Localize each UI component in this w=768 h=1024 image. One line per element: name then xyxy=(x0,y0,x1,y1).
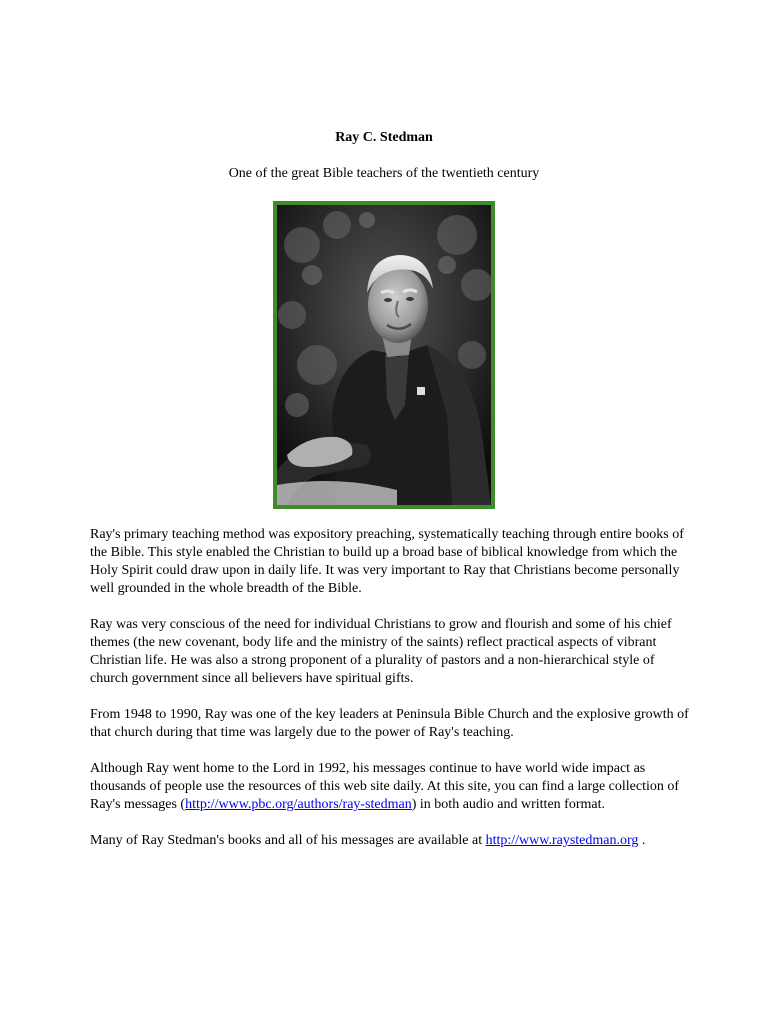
raystedman-org-link[interactable]: http://www.raystedman.org xyxy=(485,833,639,848)
page-title: Ray C. Stedman xyxy=(335,130,433,145)
paragraph-books xyxy=(90,832,690,850)
paragraph-messages xyxy=(90,760,690,814)
paragraph-chief-themes: Ray was very conscious of the need for individual Christians to grow and flourish and some of his chief themes (the new covenant, body life and the ministry of the saints) reflect practical aspects of vibrant Christian life. He was also a strong proponent of a plurality of pastors and a non-hierarchical style of church government since all believers have spiritual gifts. xyxy=(90,617,672,686)
paragraph-peninsula-bible-church: From 1948 to 1990, Ray was one of the key leaders at Peninsula Bible Church and the explosive growth of that church during that time was largely due to the power of Ray's teaching. xyxy=(90,707,689,740)
paragraph-books-text-after: . xyxy=(638,833,646,848)
paragraph-messages-text-after: ) in both audio and written format. xyxy=(411,797,605,812)
paragraph-messages-text-before: Although Ray went home to the Lord in 1992, his messages continue to have world wide impact as thousands of people use the resources of this web site daily. At this site, you can find a large collection of Ray's messages ( xyxy=(90,761,680,812)
portrait-photo xyxy=(273,201,495,509)
pbc-ray-stedman-link[interactable]: http://www.pbc.org/authors/ray-stedman xyxy=(185,797,412,812)
paragraph-teaching-method: Ray's primary teaching method was expository preaching, systematically teaching through entire books of the Bible. This style enabled the Christian to build up a broad base of biblical knowledge from which the Holy Spirit could draw upon in daily life. It was very important to Ray that Christians become personally well grounded in the whole breadth of the Bible. xyxy=(90,527,684,596)
paragraph-books-text-before: Many of Ray Stedman's books and all of his messages are available at xyxy=(90,833,486,848)
page-subtitle: One of the great Bible teachers of the twentieth century xyxy=(228,166,540,181)
body-text xyxy=(90,526,690,868)
portrait-image xyxy=(277,205,491,505)
